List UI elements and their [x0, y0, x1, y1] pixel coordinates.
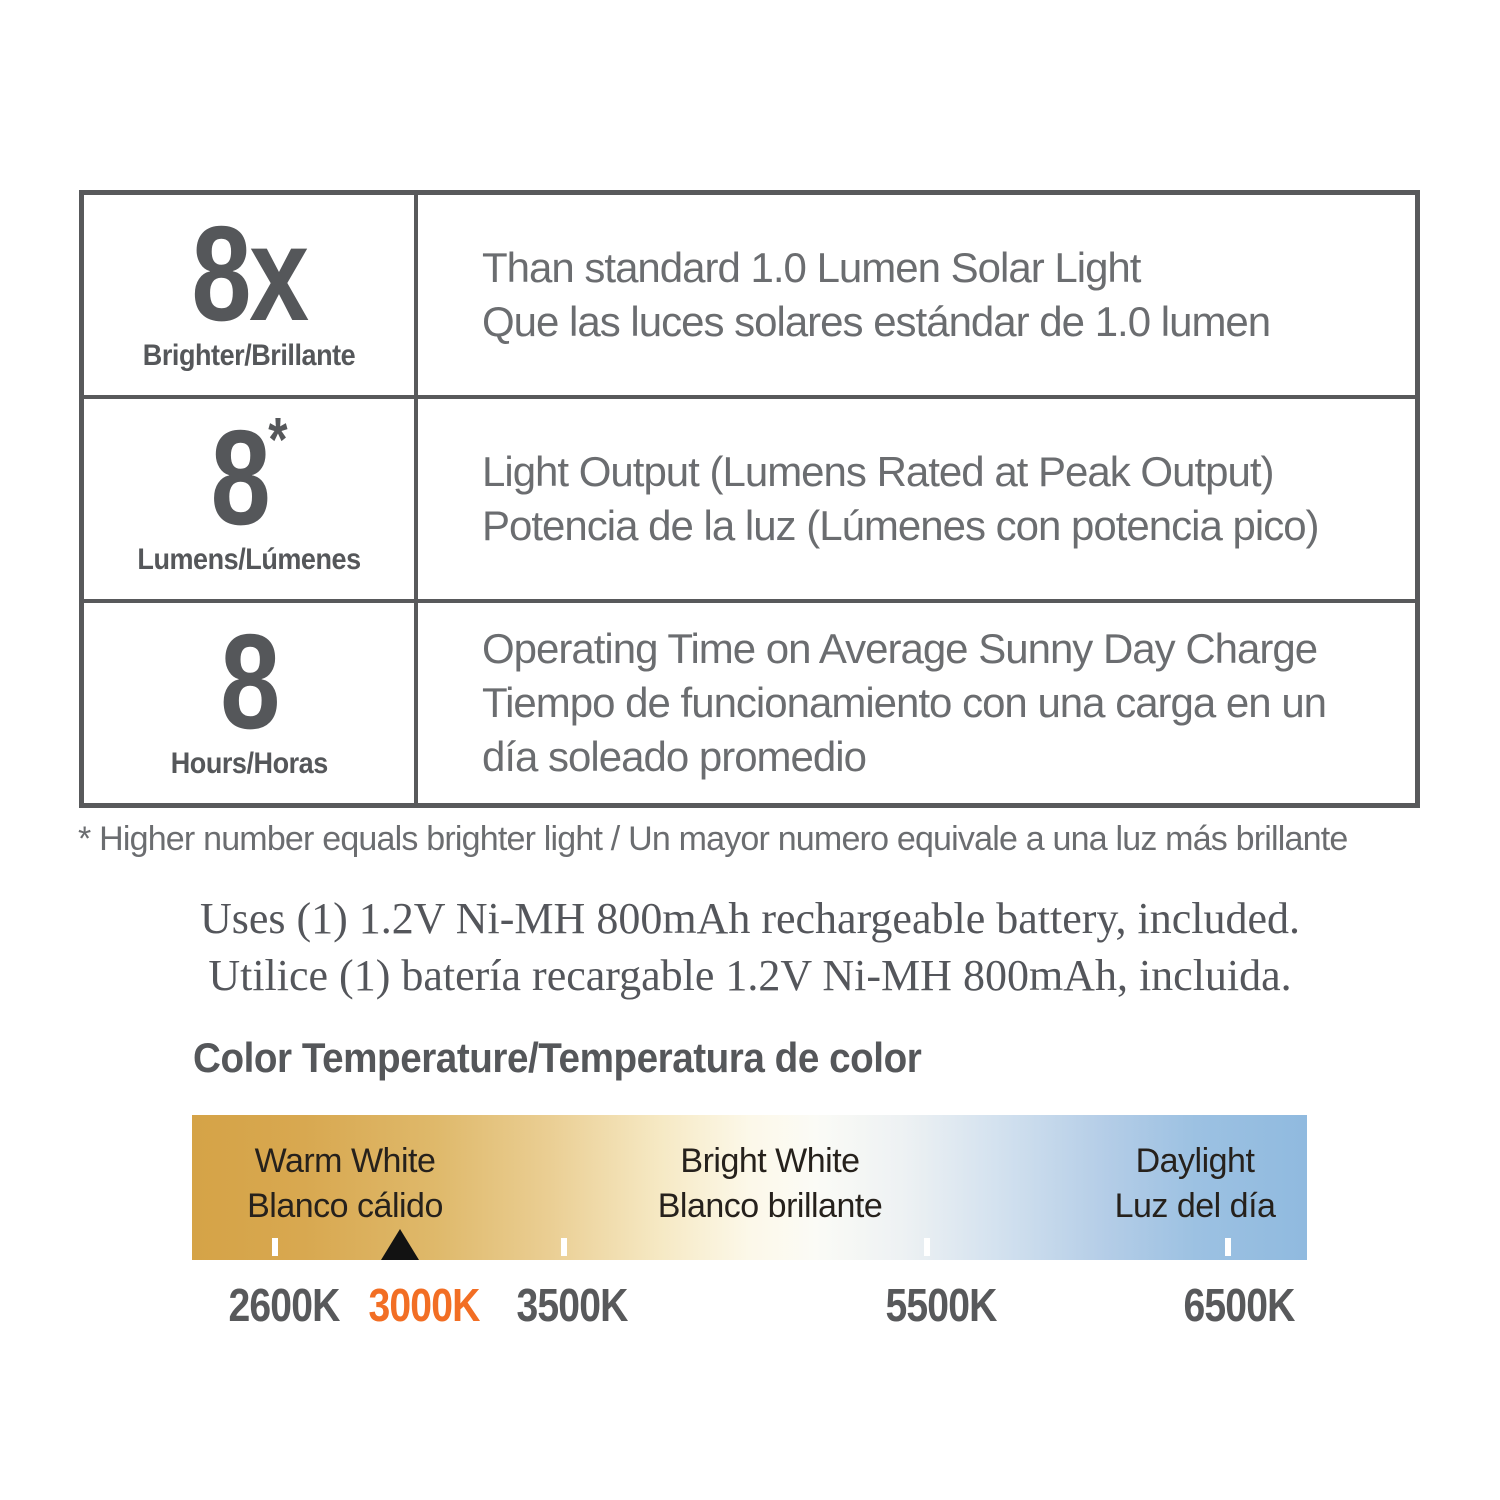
scale-label-6500k: 6500K: [1183, 1279, 1295, 1331]
zone-label-daylight: [1115, 1139, 1276, 1229]
temperature-scale: [192, 1278, 1307, 1338]
value-number-wrap: [210, 401, 288, 553]
value-unit-label: Brighter/Brillante: [142, 339, 356, 373]
zone-label-en: Bright White: [680, 1142, 860, 1180]
battery-note-es: Utilice (1) batería recargable 1.2V Ni-MH 800mAh, incluida.: [208, 951, 1292, 1000]
description-en: Operating Time on Average Sunny Day Charge: [482, 625, 1318, 673]
value-cell: [84, 399, 418, 599]
value-number-wrap: [220, 605, 278, 757]
zone-label-warm-white: [247, 1139, 443, 1229]
zone-label-en: Daylight: [1135, 1142, 1255, 1180]
tick-mark-5500k: [924, 1238, 930, 1256]
footnote: * Higher number equals brighter light / Un mayor numero equivale a una luz más brillante: [78, 820, 1348, 858]
value-number: 8x: [191, 197, 307, 349]
tick-mark-3500k: [561, 1238, 567, 1256]
battery-note-en: Uses (1) 1.2V Ni-MH 800mAh rechargeable battery, included.: [199, 894, 1301, 943]
color-temperature-title: Color Temperature/Temperatura de color: [193, 1034, 922, 1081]
value-unit-label: Lumens/Lúmenes: [137, 543, 361, 577]
scale-label-3500k: 3500K: [516, 1279, 628, 1331]
table-row-brighter: [84, 195, 1415, 395]
description-es: Tiempo de funcionamiento con una carga en un día soleado promedio: [482, 679, 1327, 780]
zone-label-bright-white: [658, 1139, 882, 1229]
value-number: 8: [210, 401, 269, 553]
zone-label-es: Luz del día: [1114, 1187, 1276, 1225]
scale-label-3000k: 3000K: [368, 1279, 480, 1331]
value-number: 8: [220, 605, 278, 757]
zone-label-es: Blanco brillante: [657, 1187, 883, 1225]
battery-note: [0, 890, 1500, 1004]
color-temperature-gradient-bar: [192, 1115, 1307, 1260]
zone-label-en: Warm White: [254, 1142, 436, 1180]
tick-mark-2600k: [272, 1238, 278, 1256]
zone-label-es: Blanco cálido: [247, 1187, 443, 1225]
description-en: Light Output (Lumens Rated at Peak Output): [482, 448, 1274, 496]
value-cell: [84, 195, 418, 395]
table-row-hours: [84, 599, 1415, 803]
description-es: Potencia de la luz (Lúmenes con potencia pico): [482, 502, 1319, 549]
scale-label-5500k: 5500K: [885, 1279, 997, 1331]
description-es: Que las luces solares estándar de 1.0 lumen: [482, 298, 1271, 345]
description-cell: [418, 603, 1415, 803]
value-number-wrap: [191, 197, 307, 349]
description-en: Than standard 1.0 Lumen Solar Light: [482, 244, 1141, 292]
selected-temperature-triangle-up-icon: [381, 1229, 419, 1260]
spec-table: [79, 190, 1420, 808]
value-unit-label: Hours/Horas: [170, 747, 328, 781]
description-cell: [418, 399, 1415, 599]
value-cell: [84, 603, 418, 803]
description-cell: [418, 195, 1415, 395]
tick-mark-6500k: [1225, 1238, 1231, 1256]
value-asterisk: *: [268, 405, 288, 475]
table-row-lumens: [84, 395, 1415, 599]
scale-label-2600k: 2600K: [228, 1279, 340, 1331]
